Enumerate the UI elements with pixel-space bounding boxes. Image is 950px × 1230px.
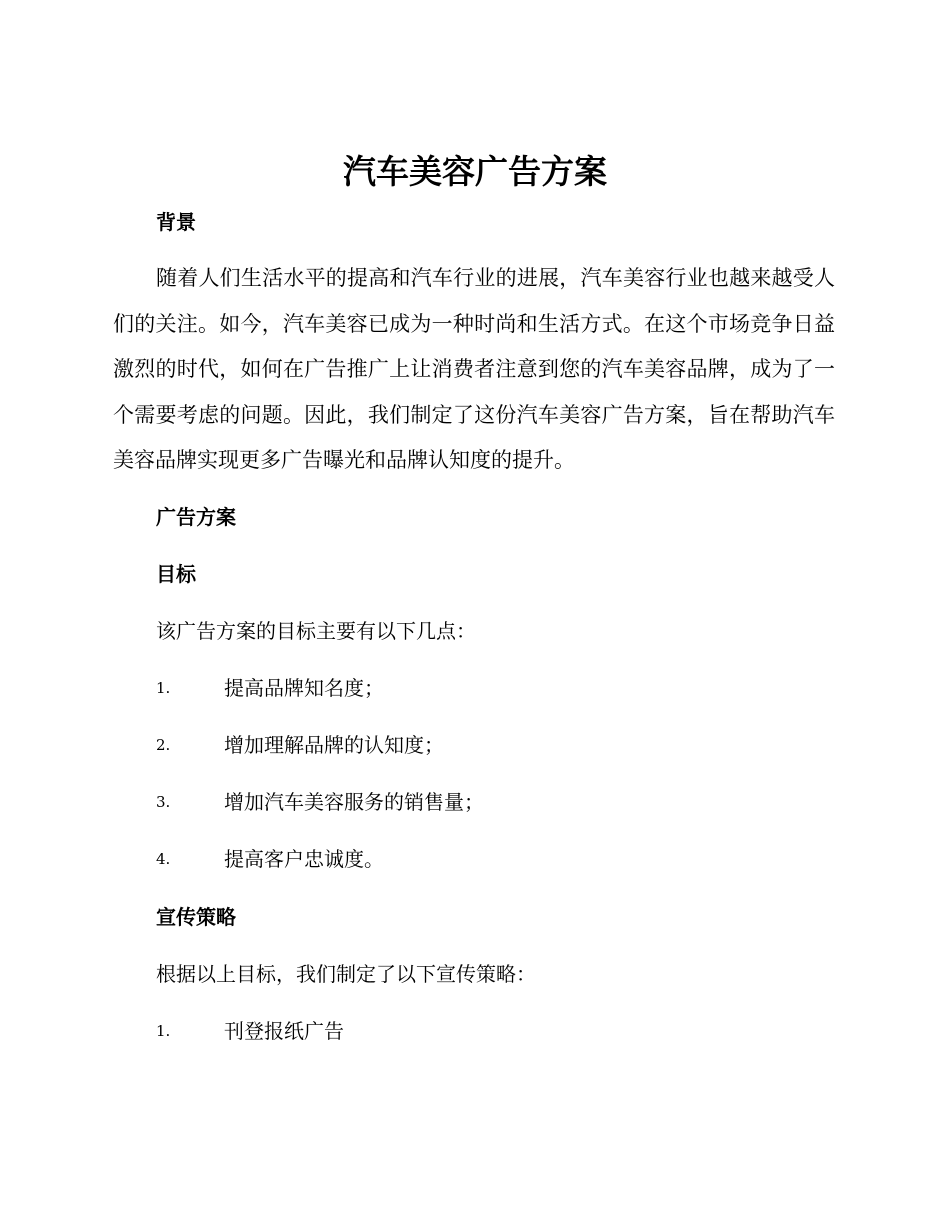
document-title: 汽车美容广告方案 bbox=[343, 152, 607, 191]
list-number: 1. bbox=[156, 1022, 171, 1040]
strategy-intro: 根据以上目标，我们制定了以下宣传策略： bbox=[156, 962, 536, 986]
list-text: 增加理解品牌的认知度； bbox=[224, 733, 444, 757]
list-text: 提高客户忠诚度。 bbox=[224, 847, 384, 871]
list-text: 增加汽车美容服务的销售量； bbox=[224, 790, 484, 814]
background-heading: 背景 bbox=[156, 210, 196, 234]
list-text: 提高品牌知名度； bbox=[224, 676, 384, 700]
list-text: 刊登报纸广告 bbox=[224, 1019, 344, 1043]
list-number: 1. bbox=[156, 679, 171, 697]
goals-intro: 该广告方案的目标主要有以下几点： bbox=[156, 619, 476, 643]
list-number: 3. bbox=[156, 793, 171, 811]
goals-heading: 目标 bbox=[156, 562, 196, 586]
background-paragraph: 随着人们生活水平的提高和汽车行业的进展，汽车美容行业也越来越受人们的关注。如今，汽车美容已成为一种时尚和生活方式。在这个市场竞争日益激烈的时代，如何在广告推广上让消费者注意到您的汽车美容品牌，成为了一个需要考虑的问题。因此，我们制定了这份汽车美容广告方案，旨在帮助汽车美容品牌实现更多广告曝光和品牌认知度的提升。 bbox=[113, 266, 835, 472]
strategy-heading: 宣传策略 bbox=[156, 905, 236, 929]
plan-heading: 广告方案 bbox=[156, 505, 236, 529]
list-number: 4. bbox=[156, 850, 171, 868]
list-number: 2. bbox=[156, 736, 171, 754]
